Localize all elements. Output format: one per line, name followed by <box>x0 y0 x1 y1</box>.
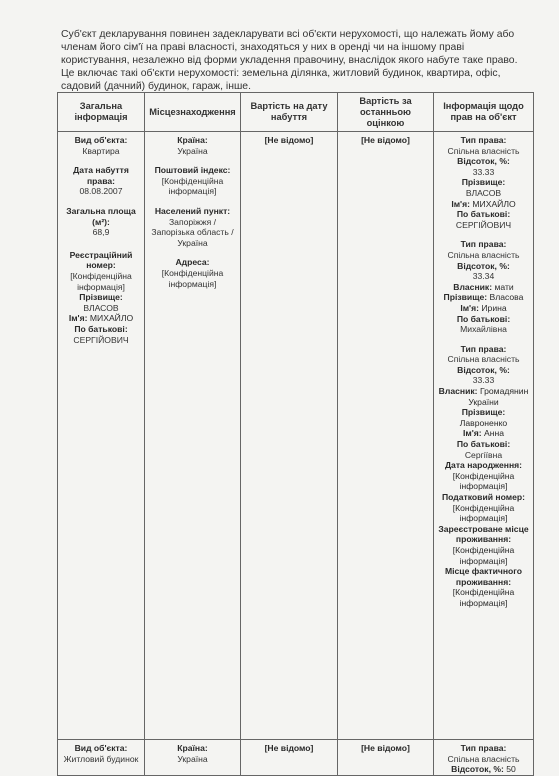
header-location: Місцезнаходження <box>145 93 241 132</box>
actual-place-line <box>445 566 522 608</box>
share-value: 50 <box>506 764 516 775</box>
name-value: МИХАЙЛО <box>89 313 134 324</box>
owner-label: Власник: <box>453 281 493 292</box>
address-label: Адреса: <box>175 257 210 268</box>
area-label: Загальна площа (м²): <box>66 205 136 227</box>
owner-line <box>439 386 529 407</box>
patronymic-value: Михайлівна <box>460 324 507 335</box>
table-row <box>58 740 534 776</box>
reg-place-label: Зареєстроване місце проживання: <box>438 523 529 545</box>
real-estate-table <box>57 92 534 776</box>
reg-place-line <box>438 524 528 566</box>
share-value: 33.34 <box>472 271 495 282</box>
tax-value: [Конфіденційна інформація] <box>452 502 515 524</box>
country-label: Країна: <box>177 743 208 753</box>
owner-line <box>453 282 514 292</box>
table-header-row <box>58 93 534 132</box>
patronymic-label: По батькові: <box>456 439 511 450</box>
name-line <box>451 199 515 209</box>
surname-label: Прізвище: <box>443 292 488 303</box>
header-cost-evaluation: Вартість за останньою оцінкою <box>338 93 434 132</box>
postal-label: Поштовий індекс: <box>154 165 231 176</box>
general-info-cell <box>58 740 145 776</box>
tax-line <box>442 492 525 523</box>
share-label: Відсоток, %: <box>451 764 504 775</box>
surname-label: Прізвище: <box>461 407 506 418</box>
country-value: Україна <box>177 753 208 764</box>
country-value: Україна <box>177 145 208 156</box>
location-cell <box>145 740 241 776</box>
country-label: Країна: <box>177 135 208 145</box>
type-label: Вид об'єкта: <box>74 743 128 753</box>
share-line <box>451 764 516 774</box>
location-cell <box>145 132 241 740</box>
right-type-value: Спільна власність <box>447 145 520 156</box>
right-entry <box>437 344 530 609</box>
patronymic-value: Сергіївна <box>464 449 503 460</box>
patronymic-value: СЕРГІЙОВИЧ <box>455 219 512 230</box>
type-label: Вид об'єкта: <box>74 135 128 145</box>
header-cost-acquisition: Вартість на дату набуття <box>241 93 338 132</box>
share-label: Відсоток, %: <box>457 156 510 167</box>
intro-paragraph: Суб'єкт декларування повинен задекларувати всі об'єкти нерухомості, що належать йому або членам його сім'ї на праві власності, знаходяться у них в оренді чи на іншому праві користування, незалежно від форми укладення правочину, внаслідок якого набуте таке право. Це включає такі об'єкти нерухомості: земельна ділянка, житловий будинок, квартира, офіс, садовий (дачний) будинок, гараж, інше. <box>61 29 518 92</box>
address-value: [Конфіденційна інформація] <box>161 267 224 289</box>
owner-label: Власник: <box>438 386 478 397</box>
cost-acquisition-value: [Не відомо] <box>264 743 314 753</box>
surname-value: Власова <box>489 292 524 303</box>
name-line <box>463 428 504 438</box>
surname-line <box>444 292 524 302</box>
share-value: 33.33 <box>472 375 495 386</box>
right-type-value: Спільна власність <box>447 249 520 260</box>
reg-number-value: [Конфіденційна інформація] <box>70 270 132 292</box>
right-type-label: Тип права: <box>460 239 507 250</box>
header-rights: Інформація щодо прав на об'єкт <box>434 93 534 132</box>
birth-label: Дата народження: <box>444 460 523 471</box>
name-line <box>460 303 506 313</box>
patronymic-label: По батькові: <box>74 323 128 334</box>
owner-value: мати <box>494 281 514 292</box>
date-value: 08.08.2007 <box>79 186 123 197</box>
table-row <box>58 132 534 740</box>
patronymic-label: По батькові: <box>456 313 511 324</box>
cost-acquisition-cell <box>241 132 338 740</box>
surname-label: Прізвище: <box>79 292 123 303</box>
owner-value: Громадянин України <box>468 386 529 407</box>
rights-cell <box>434 740 534 776</box>
header-general: Загальна інформація <box>58 93 145 132</box>
right-entry <box>437 239 530 334</box>
settlement-label: Населений пункт: <box>154 205 231 216</box>
reg-number-label: Реєстраційний номер: <box>69 249 133 271</box>
surname-label: Прізвище: <box>461 177 506 188</box>
cost-evaluation-cell <box>338 740 434 776</box>
surname-line <box>460 407 507 428</box>
cost-acquisition-cell <box>241 740 338 776</box>
right-type-value: Спільна власність <box>447 753 520 764</box>
rights-cell <box>434 132 534 740</box>
right-type-label: Тип права: <box>460 135 507 145</box>
cost-evaluation-value: [Не відомо] <box>361 743 410 753</box>
general-info-cell <box>58 132 145 740</box>
share-label: Відсоток, %: <box>457 364 510 375</box>
area-value: 68,9 <box>92 227 110 238</box>
name-value: МИХАЙЛО <box>472 198 516 209</box>
surname-value: ВЛАСОВ <box>83 302 119 313</box>
name-label: Ім'я: <box>68 313 88 324</box>
right-type-value: Спільна власність <box>447 354 520 365</box>
right-type-label: Тип права: <box>460 343 507 354</box>
name-line <box>69 313 133 323</box>
cost-evaluation-value: [Не відомо] <box>361 135 410 145</box>
share-label: Відсоток, %: <box>457 260 510 271</box>
date-label: Дата набуття права: <box>73 165 129 186</box>
name-label: Ім'я: <box>462 428 482 439</box>
right-entry <box>437 135 530 230</box>
name-label: Ім'я: <box>451 198 470 209</box>
type-value: Житловий будинок <box>63 753 139 764</box>
actual-place-label: Місце фактичного проживання: <box>444 566 522 587</box>
type-value: Квартира <box>82 145 120 156</box>
actual-place-value: [Конфіденційна інформація] <box>452 587 515 608</box>
name-label: Ім'я: <box>460 302 479 313</box>
name-value: Ирина <box>481 302 507 313</box>
cost-acquisition-value: [Не відомо] <box>264 135 314 145</box>
cost-evaluation-cell <box>338 132 434 740</box>
settlement-value: Запоріжжя / Запорізька область / Україна <box>151 216 234 248</box>
patronymic-label: По батькові: <box>456 209 511 220</box>
patronymic-value: СЕРГІЙОВИЧ <box>73 334 129 345</box>
tax-label: Податковий номер: <box>441 492 525 502</box>
surname-value: Лавроненко <box>459 417 508 428</box>
right-type-label: Тип права: <box>460 743 507 753</box>
postal-value: [Конфіденційна інформація] <box>161 175 224 197</box>
birth-value: [Конфіденційна інформація] <box>452 470 515 492</box>
reg-place-value: [Конфіденційна інформація] <box>452 544 515 566</box>
share-value: 33.33 <box>472 166 495 177</box>
birth-line <box>445 460 522 491</box>
name-value: Анна <box>484 428 505 439</box>
surname-value: ВЛАСОВ <box>465 187 502 198</box>
